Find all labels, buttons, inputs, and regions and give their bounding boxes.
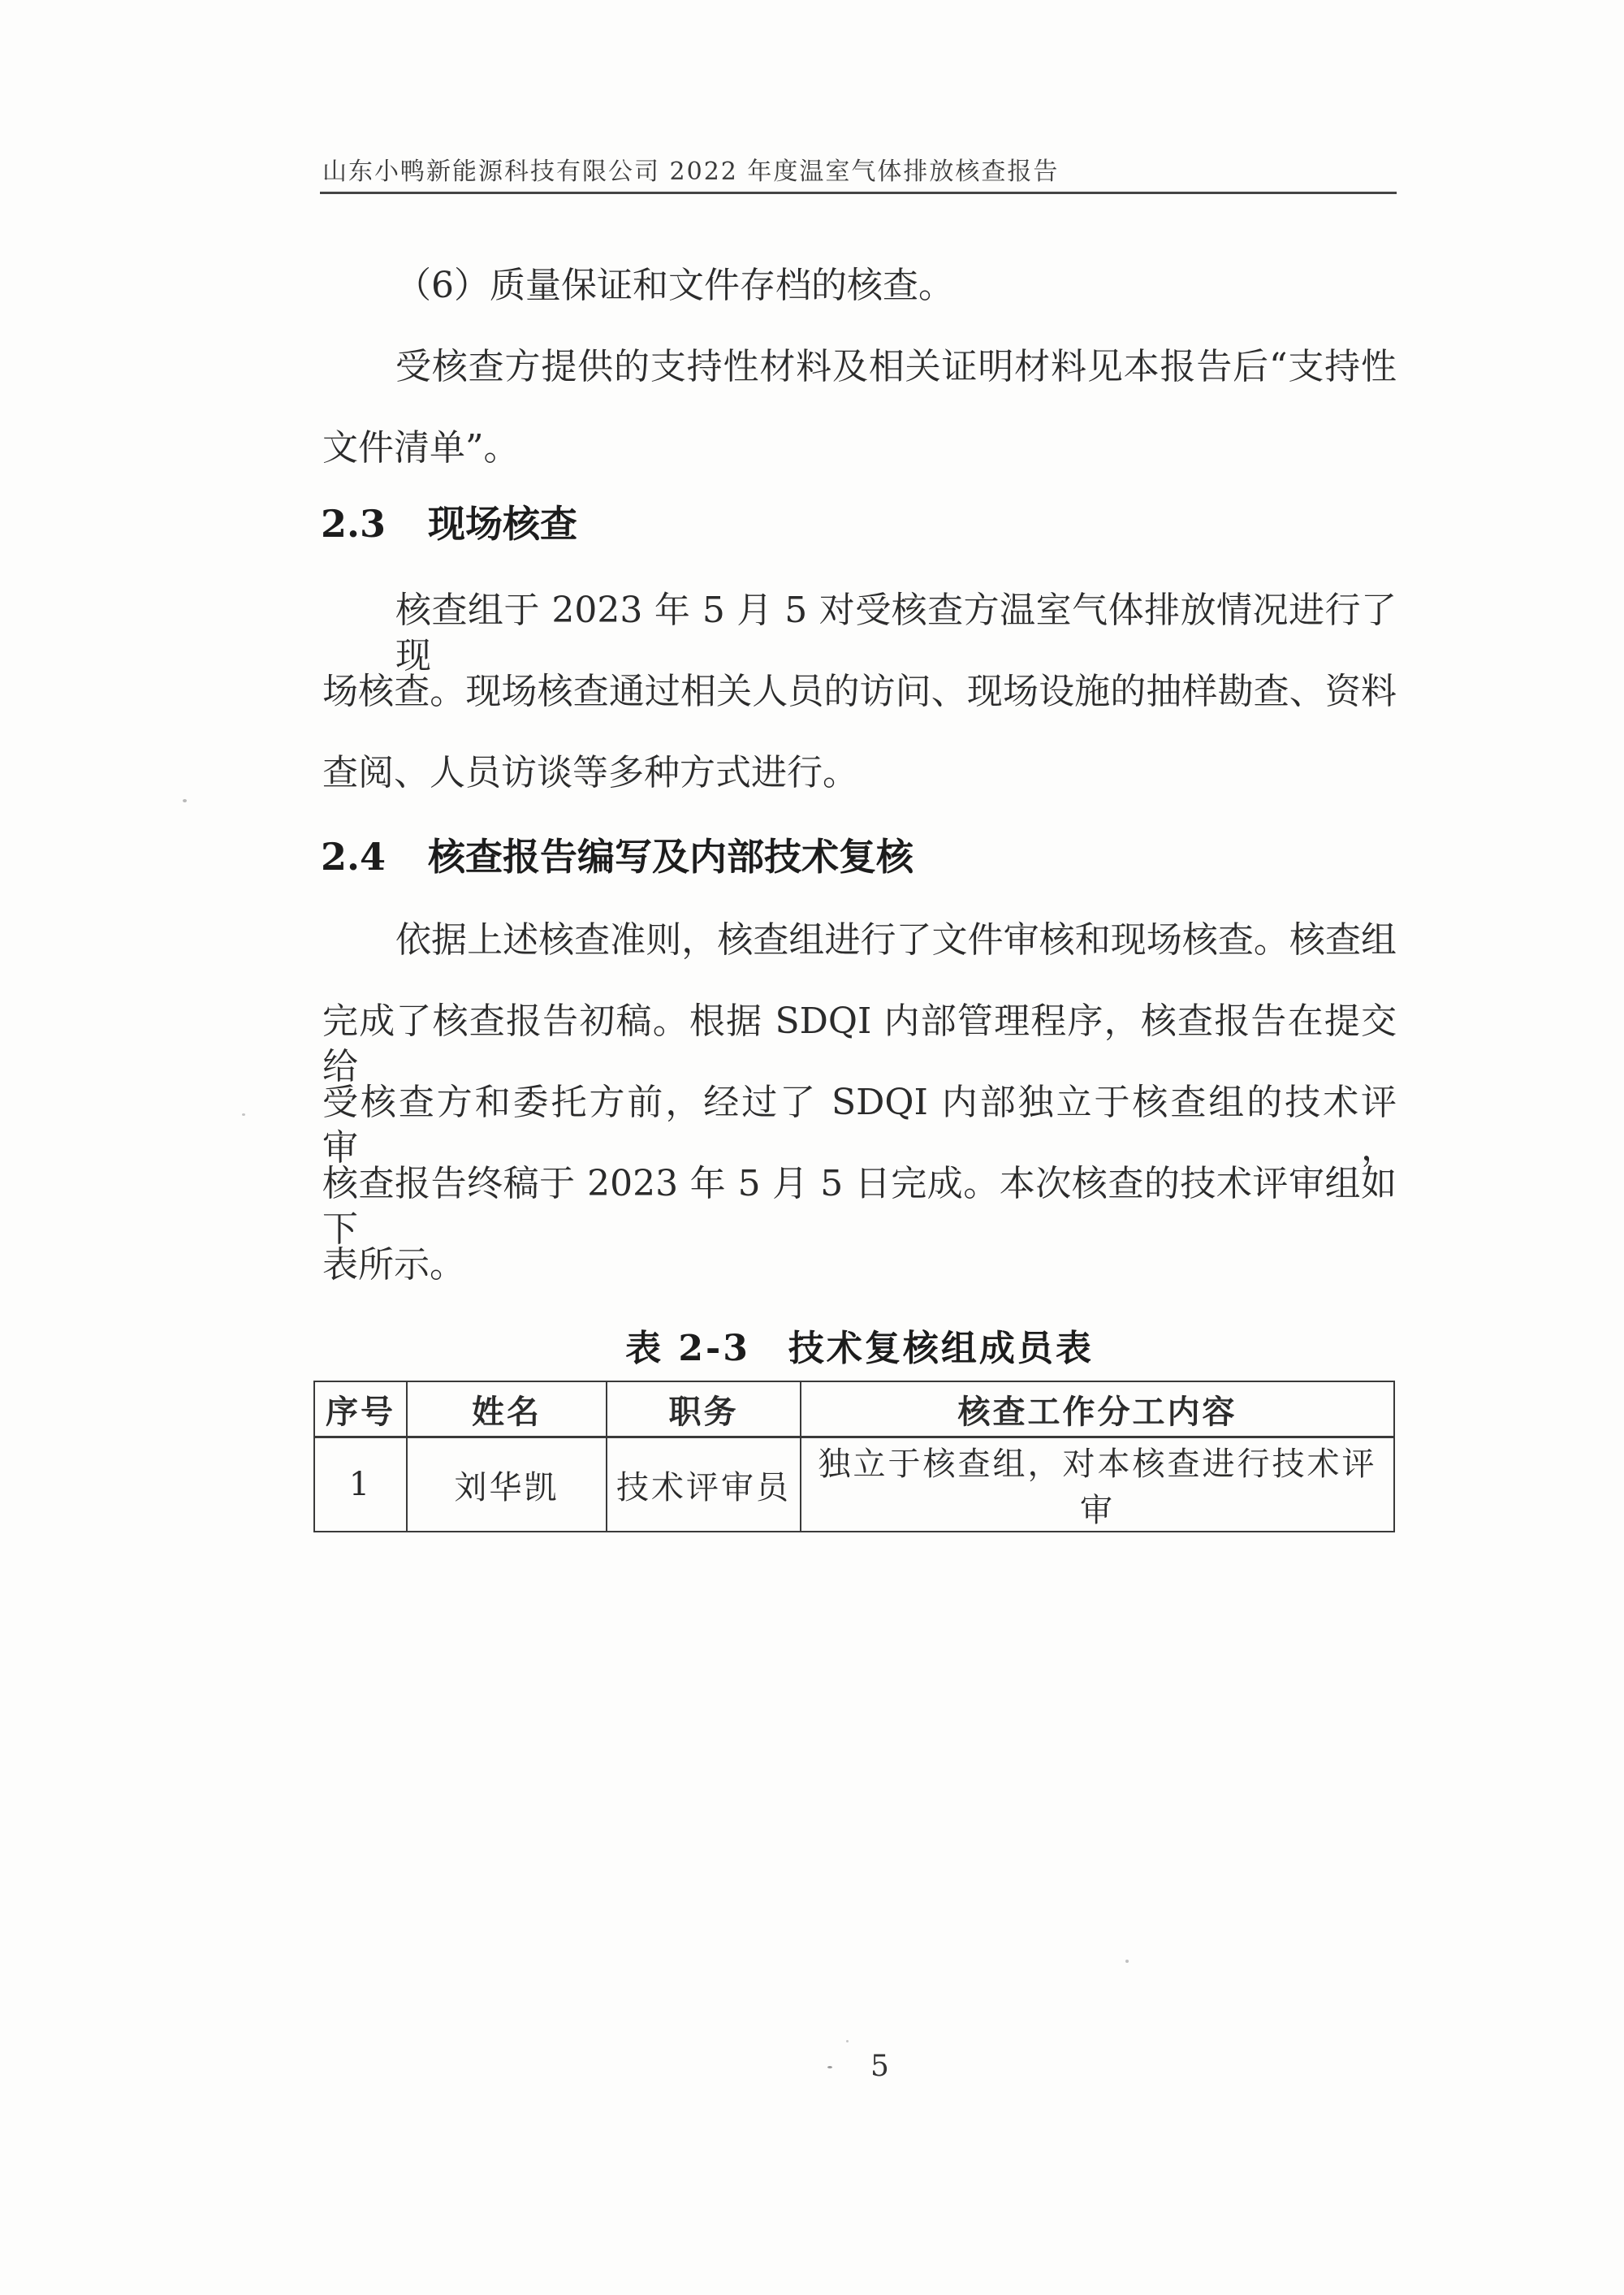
section-2-4-title: 核查报告编写及内部技术复核 — [428, 835, 914, 879]
section-2-4-line4: 核查报告终稿于 2023 年 5 月 5 日完成。本次核查的技术评审组如下 — [322, 1163, 1397, 1250]
scan-speck — [183, 799, 187, 802]
section-2-3-line2: 场核查。现场核查通过相关人员的访问、现场设施的抽样勘查、资料 — [322, 671, 1397, 712]
section-2-4-line5: 表所示。 — [322, 1244, 465, 1286]
table-header-row — [314, 1381, 1394, 1437]
section-2-4-line1: 依据上述核查准则，核查组进行了文件审核和现场核查。核查组 — [395, 919, 1397, 961]
paragraph-support-line1: 受核查方提供的支持性材料及相关证明材料见本报告后“支持性 — [395, 346, 1397, 387]
cell-role: 技术评审员 — [607, 1437, 801, 1532]
scan-speck — [846, 2040, 849, 2042]
section-2-4-line2: 完成了核查报告初稿。根据 SDQI 内部管理程序，核查报告在提交给 — [322, 1001, 1397, 1087]
scan-speck — [827, 2066, 832, 2068]
section-2-4-number: 2.4 — [321, 835, 387, 879]
section-2-4-heading — [321, 833, 1397, 882]
scan-speck — [242, 1113, 245, 1116]
section-2-3-line1: 核查组于 2023 年 5 月 5 对受核查方温室气体排放情况进行了现 — [395, 590, 1397, 676]
cell-name: 刘华凯 — [407, 1437, 607, 1532]
table-row — [314, 1437, 1394, 1532]
section-2-3-number: 2.3 — [321, 502, 387, 546]
scan-speck — [1125, 1960, 1129, 1963]
cell-index: 1 — [314, 1437, 407, 1532]
reviewer-table — [313, 1381, 1395, 1532]
section-2-3-heading — [321, 500, 1397, 549]
col-header-duty: 核查工作分工内容 — [801, 1381, 1394, 1437]
table-caption: 表 2-3 技术复核组成员表 — [625, 1328, 1094, 1369]
page-number: 5 — [870, 2050, 889, 2083]
paragraph-support-line2: 文件清单”。 — [322, 427, 520, 469]
header-rule — [320, 192, 1397, 194]
cell-duty: 独立于核查组，对本核查进行技术评审 — [801, 1437, 1394, 1532]
col-header-index: 序号 — [314, 1381, 407, 1437]
col-header-role: 职务 — [607, 1381, 801, 1437]
paragraph-item6: （6）质量保证和文件存档的核查。 — [395, 265, 954, 306]
section-2-3-title: 现场核查 — [428, 502, 578, 546]
running-header: 山东小鸭新能源科技有限公司 2022 年度温室气体排放核查报告 — [322, 158, 1060, 186]
section-2-4-line3: 受核查方和委托方前，经过了 SDQI 内部独立于核查组的技术评审， — [322, 1082, 1397, 1169]
section-2-3-line3: 查阅、人员访谈等多种方式进行。 — [322, 752, 858, 793]
col-header-name: 姓名 — [407, 1381, 607, 1437]
